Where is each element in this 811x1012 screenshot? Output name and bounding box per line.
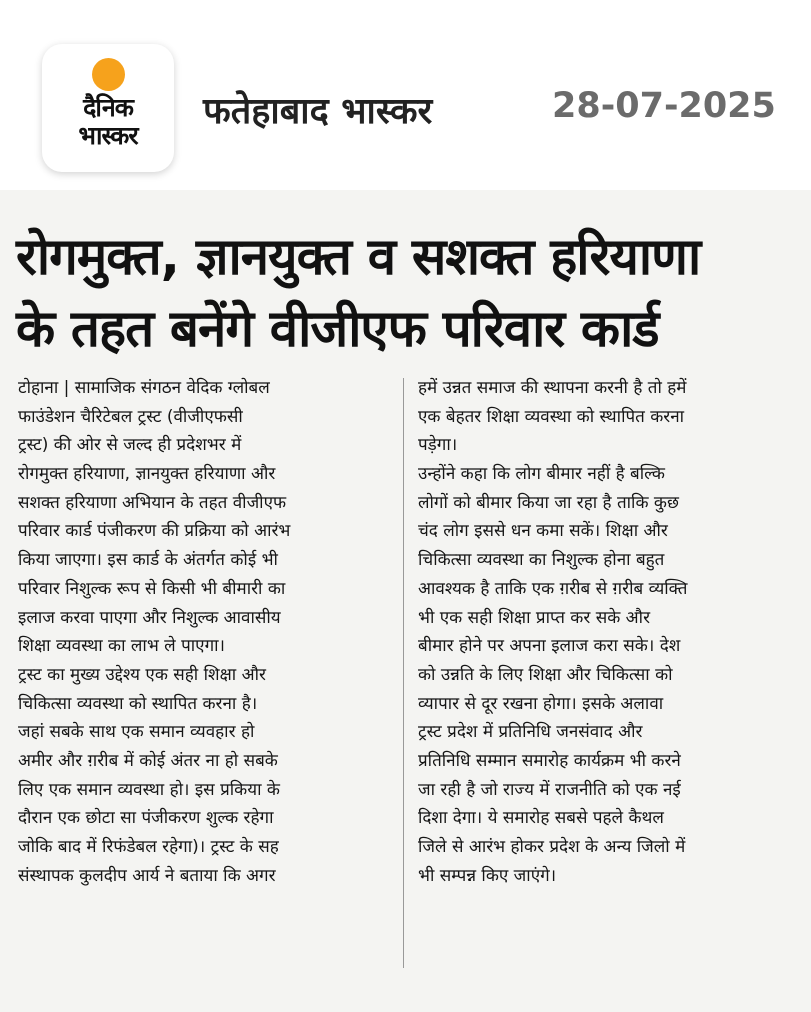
- article-line: लिए एक समान व्यवस्था हो। इस प्रकिया के: [18, 779, 280, 800]
- article-body: [18, 374, 804, 974]
- article-line: व्यापार से दूर रखना होगा। इसके अलावा: [418, 693, 664, 714]
- article-column-right: [418, 374, 804, 974]
- article-column-left: [18, 374, 404, 974]
- article-line: सशक्त हरियाणा अभियान के तहत वीजीएफ: [18, 492, 287, 513]
- article-line: प्रतिनिधि सम्मान समारोह कार्यक्रम भी करने: [418, 750, 681, 771]
- article-line: दौरान एक छोटा सा पंजीकरण शुल्क रहेगा: [18, 808, 274, 829]
- edition-date: 28-07-2025: [552, 86, 776, 126]
- headline-line-2: के तहत बनेंगे वीजीएफ परिवार कार्ड: [16, 300, 659, 359]
- article-line: आवश्यक है ताकि एक ग़रीब से ग़रीब व्यक्ति: [418, 578, 688, 599]
- article-line: पड़ेगा।: [418, 435, 458, 456]
- page-header: [0, 0, 811, 190]
- headline-line-1: रोगमुक्त, ज्ञानयुक्त व सशक्त हरियाणा: [16, 228, 701, 287]
- article-line: ट्रस्ट) की ओर से जल्द ही प्रदेशभर में: [18, 435, 242, 456]
- article-line: फाउंडेशन चैरिटेबल ट्रस्ट (वीजीएफसी: [18, 406, 243, 427]
- logo-text-line2: भास्कर: [78, 121, 138, 150]
- article-line: चिकित्सा व्यवस्था का निशुल्क होना बहुत: [418, 550, 665, 571]
- article-line: भी एक सही शिक्षा प्राप्त कर सके और: [418, 607, 651, 628]
- article-line: ट्रस्ट का मुख्य उद्देश्य एक सही शिक्षा और: [18, 664, 266, 685]
- dainik-bhaskar-logo: [42, 44, 174, 172]
- article-line: को उन्नति के लिए शिक्षा और चिकित्सा को: [418, 664, 673, 685]
- logo-text-line1: दैनिक: [83, 93, 133, 122]
- article-line: चंद लोग इससे धन कमा सकें। शिक्षा और: [418, 521, 668, 542]
- article-line: एक बेहतर शिक्षा व्यवस्था को स्थापित करना: [418, 406, 685, 427]
- article-line: चिकित्सा व्यवस्था को स्थापित करना है।: [18, 693, 258, 714]
- article-line: भी सम्पन्न किए जाएंगे।: [418, 865, 557, 886]
- article-headline: [16, 222, 806, 366]
- article-line: जोकि बाद में रिफंडेबल रहेगा)। ट्रस्ट के सह: [18, 837, 279, 857]
- article-line: जिले से आरंभ होकर प्रदेश के अन्य जिलो में: [418, 837, 686, 857]
- article-line: दिशा देगा। ये समारोह सबसे पहले कैथल: [418, 808, 664, 829]
- article-line: रोगमुक्त हरियाणा, ज्ञानयुक्त हरियाणा और: [18, 464, 276, 485]
- article-line: जहां सबके साथ एक समान व्यवहार हो: [18, 722, 255, 743]
- article-line: उन्होंने कहा कि लोग बीमार नहीं है बल्कि: [418, 464, 665, 485]
- edition-name: फतेहाबाद भास्कर: [203, 91, 433, 132]
- article-line: हमें उन्नत समाज की स्थापना करनी है तो हमें: [418, 378, 687, 398]
- article-line: परिवार कार्ड पंजीकरण की प्रक्रिया को आरंभ: [18, 521, 291, 542]
- article-line: जा रही है जो राज्य में राजनीति को एक नई: [418, 779, 681, 800]
- article-line: ट्रस्ट प्रदेश में प्रतिनिधि जनसंवाद और: [418, 722, 643, 743]
- article-line: संस्थापक कुलदीप आर्य ने बताया कि अगर: [18, 865, 276, 886]
- sun-icon: [92, 58, 125, 91]
- article-line: बीमार होने पर अपना इलाज करा सके। देश: [418, 636, 681, 657]
- article-line: किया जाएगा। इस कार्ड के अंतर्गत कोई भी: [18, 550, 278, 571]
- article-line: अमीर और ग़रीब में कोई अंतर ना हो सबके: [18, 750, 278, 771]
- article-line: इलाज करवा पाएगा और निशुल्क आवासीय: [18, 607, 281, 628]
- article-line: परिवार निशुल्क रूप से किसी भी बीमारी का: [18, 578, 286, 599]
- article-line: टोहाना | सामाजिक संगठन वेदिक ग्लोबल: [18, 378, 270, 398]
- article-line: लोगों को बीमार किया जा रहा है ताकि कुछ: [418, 492, 679, 513]
- article-line: शिक्षा व्यवस्था का लाभ ले पाएगा।: [18, 636, 225, 657]
